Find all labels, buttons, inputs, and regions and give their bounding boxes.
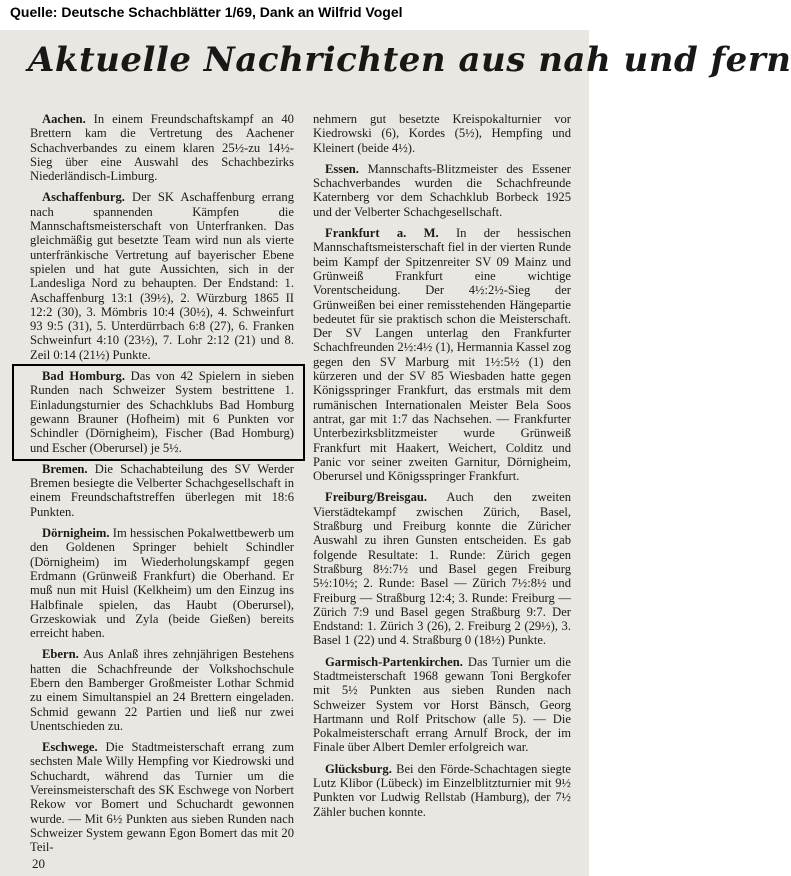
news-item-aachen — [30, 112, 294, 183]
city-name: Garmisch-Partenkirchen. — [325, 654, 463, 669]
city-name: Freiburg/Breisgau. — [325, 490, 428, 505]
city-name: Glücksburg. — [325, 761, 392, 776]
news-item-doernigheim — [30, 526, 294, 640]
news-text: Aus Anlaß ihres zehnjährigen Bestehens hatten die Schachfreunde der Volkshochschule Ebern den Bamberger Großmeister Lothar Schmid zu einem Simultanspiel an 24 Brettern eingeladen. Schmid gewann 22 Partien und ließ nur zwei Unentschieden zu. — [30, 647, 294, 733]
city-name: Bad Homburg. — [42, 369, 125, 384]
city-name: Eschwege. — [42, 740, 98, 755]
news-item-frankfurt — [313, 226, 571, 483]
news-text: In der hessischen Mannschaftsmeisterschaft fiel in der vierten Runde beim Kampf der Spitzenreiter SV 09 Mainz und Grünweiß Frankfurt eine wichtige Vorentscheidung. Der 4½:2½-Sieg der Grünweißen bei einer remisstehenden Hängepartie bedeutet für sie praktisch schon die Meisterschaft. Der SV Langen unterlag den Frankfurter Schachfreunden 2½:4½ (1), Hermannia Kassel zog gegen den SV Marburg mit 1½:5½ (1) den kürzeren und der SV 85 Wiesbaden hatte gegen Königsspringer Frankfurt, das erstmals mit dem rumänischen Internationalen Meister Bela Soos antrat, gar mit 1:7 das Nachsehen. — Frankfurter Unterbezirksblitzmeister wurde Grünweiß Frankfurt mit Haakert, Weichert, Colditz und Panic vor seiner zweiten Garnitur, Dörnigheim, Oberursel und Königsspringer Frankfurt. — [313, 226, 571, 484]
headline: Aktuelle Nachrichten aus nah und fern — [28, 40, 791, 80]
city-name: Aachen. — [42, 112, 86, 126]
continued-text: nehmern gut besetzte Kreispokalturnier vor Kiedrowski (6), Kordes (5½), Hempfing und Kleinert (beide 4½). — [313, 112, 571, 155]
city-name: Bremen. — [42, 461, 88, 476]
news-text: Das Turnier um die Stadtmeisterschaft 1968 gewann Toni Bergkofer mit 5½ Punkten aus sieben Runden nach Schweizer System vor Horst Bänsch, Georg Hartmann und Rolf Pritschow (alle 5). — Die Pokalmeisterschaft errang Arnulf Brock, der im Finale über Albert Demler erfolgreich war. — [313, 654, 571, 755]
city-name: Dörnigheim. — [42, 526, 110, 541]
page-number: 20 — [32, 856, 45, 871]
news-text: Die Stadtmeisterschaft errang zum sechsten Male Willy Hempfing vor Kiedrowski und Schuchardt, während das Turnier um die Vereinsmeisterschaft des SK Eschwege von Norbert Rekow vor Bomert und Schuchardt gewonnen wurde. — Mit 6½ Punkten aus sieben Runden nach Schweizer System gewann Egon Bomert das mit 20 Teil- — [30, 740, 294, 855]
city-name: Frankfurt a. M. — [325, 226, 439, 241]
news-item-essen — [313, 162, 571, 219]
news-text: Der SK Aschaffenburg errang nach spannenden Kämpfen die Mannschaftsmeisterschaft von Unterfranken. Das gleichmäßig gut besetzte Team wird nun als vierte unterfränkische Vertretung auf bayerischer Ebene spielen und hat gute Aussichten, sich in der Landesliga Nord zu behaupten. Der Endstand: 1. Aschaffenburg 13:1 (39½), 2. Würzburg 1865 II 12:2 (30), 3. Mömbris 10:4 (30½), 4. Schweinfurt 93 9:5 (31), 5. Unterdürrbach 6:8 (27), 6. Franken Schweinfurt 4:10 (23½), 7. Lohr 2:12 (21) und 8. Zeil 0:14 (21½) Punkte. — [30, 190, 294, 362]
news-text: Die Schachabteilung des SV Werder Bremen besiegte die Velberter Schachgesellschaft in einem Freundschaftstreffen überlegen mit 18:6 Punkten. — [30, 461, 294, 519]
left-column — [30, 112, 294, 862]
news-item-bremen — [30, 462, 294, 519]
right-column — [313, 112, 571, 826]
highlight-box — [12, 364, 305, 461]
news-text: In einem Freundschaftskampf an 40 Brettern kam die Vertretung des Aachener Schachverbandes zu einem klaren 25½-zu 14½-Sieg über eine Auswahl des Schachbezirks Niederländisch-Limburg. — [30, 112, 294, 184]
news-item-freiburg — [313, 490, 571, 647]
news-item-aschaffenburg — [30, 190, 294, 362]
news-item-eschwege — [30, 740, 294, 854]
news-text: Bei den Förde-Schachtagen siegte Lutz Klibor (Lübeck) im Einzelblitzturnier mit 9½ Punkten vor Ludwig Rellstab (Hamburg), der 7½ Zähler buchen konnte. — [313, 761, 571, 819]
news-text: Auch den zweiten Vierstädtekampf zwischen Zürich, Basel, Straßburg und Freiburg konnte die Züricher Auswahl zu ihren Gunsten entscheiden. Es gab folgende Resultate: 1. Runde: Zürich gegen Straßburg 8½:7½ und Basel gegen Freiburg 5½:10½; 2. Runde: Basel — Zürich 7½:8½ und Freiburg — Straßburg 12:4; 3. Runde: Freiburg — Zürich 7:9 und Basel gegen Straßburg 9:7. Der Endstand: 1. Zürich 3 (26), 2. Freiburg 2 (29½), 3. Basel 1 (22) und 4. Straßburg 0 (18½) Punkte. — [313, 490, 571, 648]
news-item-garmisch — [313, 655, 571, 755]
city-name: Essen. — [325, 161, 359, 176]
source-caption: Quelle: Deutsche Schachblätter 1/69, Dank an Wilfrid Vogel — [10, 4, 403, 20]
news-item-ebern — [30, 647, 294, 733]
news-item-gluecksburg — [313, 762, 571, 819]
city-name: Ebern. — [42, 647, 79, 662]
news-text: Mannschafts-Blitzmeister des Essener Schachverbandes wurden die Schachfreunde Katernberg vor dem Schachklub Borbeck 1925 und der Velberter Schachgesellschaft. — [313, 161, 571, 219]
news-text: Im hessischen Pokalwettbewerb um den Goldenen Springer behielt Schindler (Dörnigheim) im Wiederholungskampf gegen Erdmann (Grünweiß Frankfurt) die Oberhand. Er muß nun mit Huisl (Kelkheim) um den Einzug ins Halbfinale spielen, das Haubt (Oberursel), Grzeskowiak und Zyla (beide Gießen) bereits erreicht haben. — [30, 526, 294, 641]
news-text: Das von 42 Spielern in sieben Runden nach Schweizer System bestrittene 1. Einladungsturnier des Schachklubs Bad Homburg gewann Brauner (Hofheim) mit 6 Punkten vor Schindler (Dörnigheim), Fischer (Bad Homburg) und Escher (Oberursel) je 5½. — [30, 369, 294, 455]
city-name: Aschaffenburg. — [42, 190, 125, 205]
